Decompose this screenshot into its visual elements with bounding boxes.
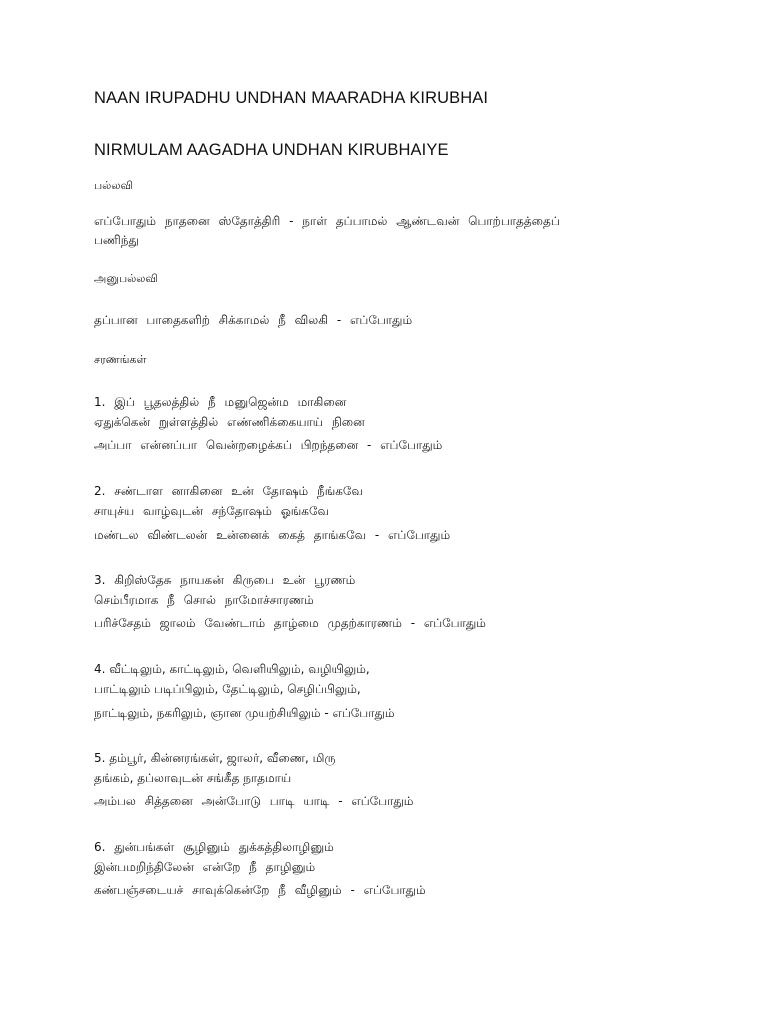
charanangal-heading: சரணங்கள் [94,353,147,366]
pallavi-line-1: எப்போதும் நாதனை ஸ்தோத்திரி - நாள் தப்பாமல் ஆண்டவன் பொற்பாதத்தைப் [94,214,560,228]
pallavi-heading: பல்லவி [94,179,133,192]
verse-1-line-1: 1. இப் பூதலத்தில் நீ மனுஜென்ம மாகினை [94,395,347,409]
verse-2-line-2: சாயுச்ய வாழ்வுடன் சந்தோஷம் ஓங்கவே [94,504,329,518]
verse-6-line-2: இன்பமறிந்திலேன் என்றே நீ தாழினும் [94,860,316,874]
song-title-line-1: NAAN IRUPADHU UNDHAN MAARADHA KIRUBHAI [94,89,489,107]
verse-5-line-3: அம்பல சித்தனை அன்போடு பாடி யாடி - எப்போதும் [94,794,414,808]
verse-5-line-1: 5. தம்பூர், கின்னரங்கள், ஜாலர், வீணை, மிரு [94,751,336,765]
verse-5-line-2: தங்கம், தப்லாவுடன் சங்கீத நாதமாய் [94,771,292,785]
verse-3-line-2: செம்பீரமாக நீ சொல் நாமோச்சாரணம் [94,593,314,607]
verse-3-line-3: பரிச்சேதம் ஜாலம் வேண்டாம் தாழ்மை முதற்காரணம் - எப்போதும் [94,616,486,630]
verse-1-line-3: அப்பா என்னப்பா வென்றழைக்கப் பிறந்தனை - எப்போதும் [94,438,443,452]
verse-4-line-2: பாட்டிலும் படிப்பிலும், தேட்டிலும், செழிப்பிலும், [94,682,361,696]
anupallavi-line-1: தப்பான பாதைகளிற் சிக்காமல் நீ விலகி - எப்போதும் [94,313,413,327]
verse-6-line-3: கண்பஞ்சடையச் சாவுக்கென்றே நீ வீழினும் - எப்போதும் [94,883,426,897]
verse-6-line-1: 6. துன்பங்கள் சூழினும் துக்கத்திலாழினும் [94,840,334,854]
song-title-line-2: NIRMULAM AAGADHA UNDHAN KIRUBHAIYE [94,141,449,159]
verse-4-line-3: நாட்டிலும், நகரிலும், ஞான முயற்சியிலும் - எப்போதும் [94,706,395,720]
anupallavi-heading: அனுபல்லவி [94,272,158,285]
verse-2-line-3: மண்டல விண்டலன் உன்னைக் கைத் தாங்கவே - எப்போதும் [94,528,451,542]
verse-3-line-1: 3. கிறிஸ்தேசு நாயகன் கிருபை உன் பூரணம் [94,573,356,587]
pallavi-line-2: பணிந்து [94,233,139,247]
verse-4-line-1: 4. வீட்டிலும், காட்டிலும், வெளியிலும், வழியிலும், [94,662,370,676]
verse-1-line-2: ஏதுக்கென் றுள்ளத்தில் எண்ணிக்கையாய் நினை [94,415,365,429]
verse-2-line-1: 2. சண்டாள னாகினை உன் தோஷம் நீங்கவே [94,484,363,498]
